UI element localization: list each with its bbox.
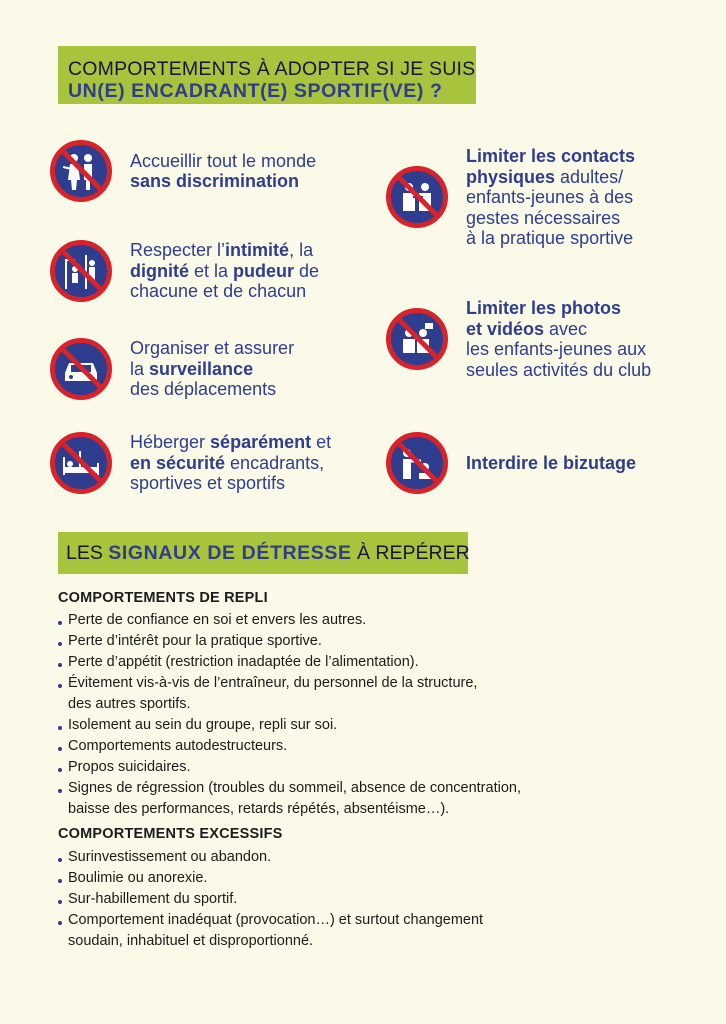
no-car-icon xyxy=(50,338,112,400)
list-item: Perte de confiance en soi et envers les autres. xyxy=(58,610,678,631)
rule-item xyxy=(50,140,316,202)
rule-text: Respecter l’intimité, la dignité et la pudeur de chacune et de chacun xyxy=(130,240,320,302)
list-item: Perte d’intérêt pour la pratique sportive. xyxy=(58,631,678,652)
rule-item xyxy=(386,146,635,249)
repli-title: COMPORTEMENTS DE REPLI xyxy=(58,590,268,606)
distress-em: SIGNAUX DE DÉTRESSE xyxy=(108,542,352,564)
distress-post: À REPÉRER xyxy=(351,542,470,564)
list-item: Isolement au sein du groupe, repli sur soi. xyxy=(58,715,678,736)
list-item: Surinvestissement ou abandon. xyxy=(58,847,678,868)
list-item: Sur-habillement du sportif. xyxy=(58,889,678,910)
no-hazing-icon xyxy=(386,432,448,494)
distress-pre: LES xyxy=(66,542,109,564)
list-item: Perte d’appétit (restriction inadaptée de l’alimentation). xyxy=(58,652,678,673)
no-shared-bed-icon xyxy=(50,432,112,494)
rule-item xyxy=(386,432,636,494)
excessifs-list xyxy=(58,847,678,952)
no-contact-icon xyxy=(386,166,448,228)
header-line2: UN(E) ENCADRANT(E) SPORTIF(VE) ? xyxy=(68,80,443,102)
rule-text: Limiter les contacts physiques adultes/ enfants-jeunes à des gestes nécessaires à la pratique sportive xyxy=(466,146,636,248)
header-banner xyxy=(58,46,476,104)
distress-banner xyxy=(58,532,468,574)
rule-item xyxy=(50,432,331,494)
rule-text: Limiter les photos et vidéos avec les enfants-jeunes aux seules activités du club xyxy=(466,298,652,380)
rule-item xyxy=(50,338,294,400)
list-item: Évitement vis-à-vis de l’entraîneur, du personnel de la structure, des autres sportifs. xyxy=(58,673,678,715)
rule-item xyxy=(50,240,319,302)
list-item: Comportements autodestructeurs. xyxy=(58,736,678,757)
list-item: Signes de régression (troubles du sommeil, absence de concentration, baisse des performances, retards répétés, absentéisme…). xyxy=(58,778,678,820)
repli-list xyxy=(58,610,678,820)
rule-text: Accueillir tout le monde sans discrimination xyxy=(130,150,317,191)
no-discrimination-icon xyxy=(50,140,112,202)
rule-text: Organiser et assurer la surveillance des déplacements xyxy=(130,338,295,400)
list-item: Propos suicidaires. xyxy=(58,757,678,778)
header-line1: COMPORTEMENTS À ADOPTER SI JE SUIS xyxy=(68,58,476,80)
list-item: Boulimie ou anorexie. xyxy=(58,868,678,889)
excessifs-title: COMPORTEMENTS EXCESSIFS xyxy=(58,826,283,842)
list-item: Comportement inadéquat (provocation…) et surtout changement soudain, inhabituel et disproportionné. xyxy=(58,910,678,952)
rule-text: Interdire le bizutage xyxy=(466,452,637,473)
no-shower-intrusion-icon xyxy=(50,240,112,302)
rule-text: Héberger séparément et en sécurité encadrants, sportives et sportifs xyxy=(130,432,332,494)
no-photo-icon xyxy=(386,308,448,370)
rule-item xyxy=(386,298,651,380)
